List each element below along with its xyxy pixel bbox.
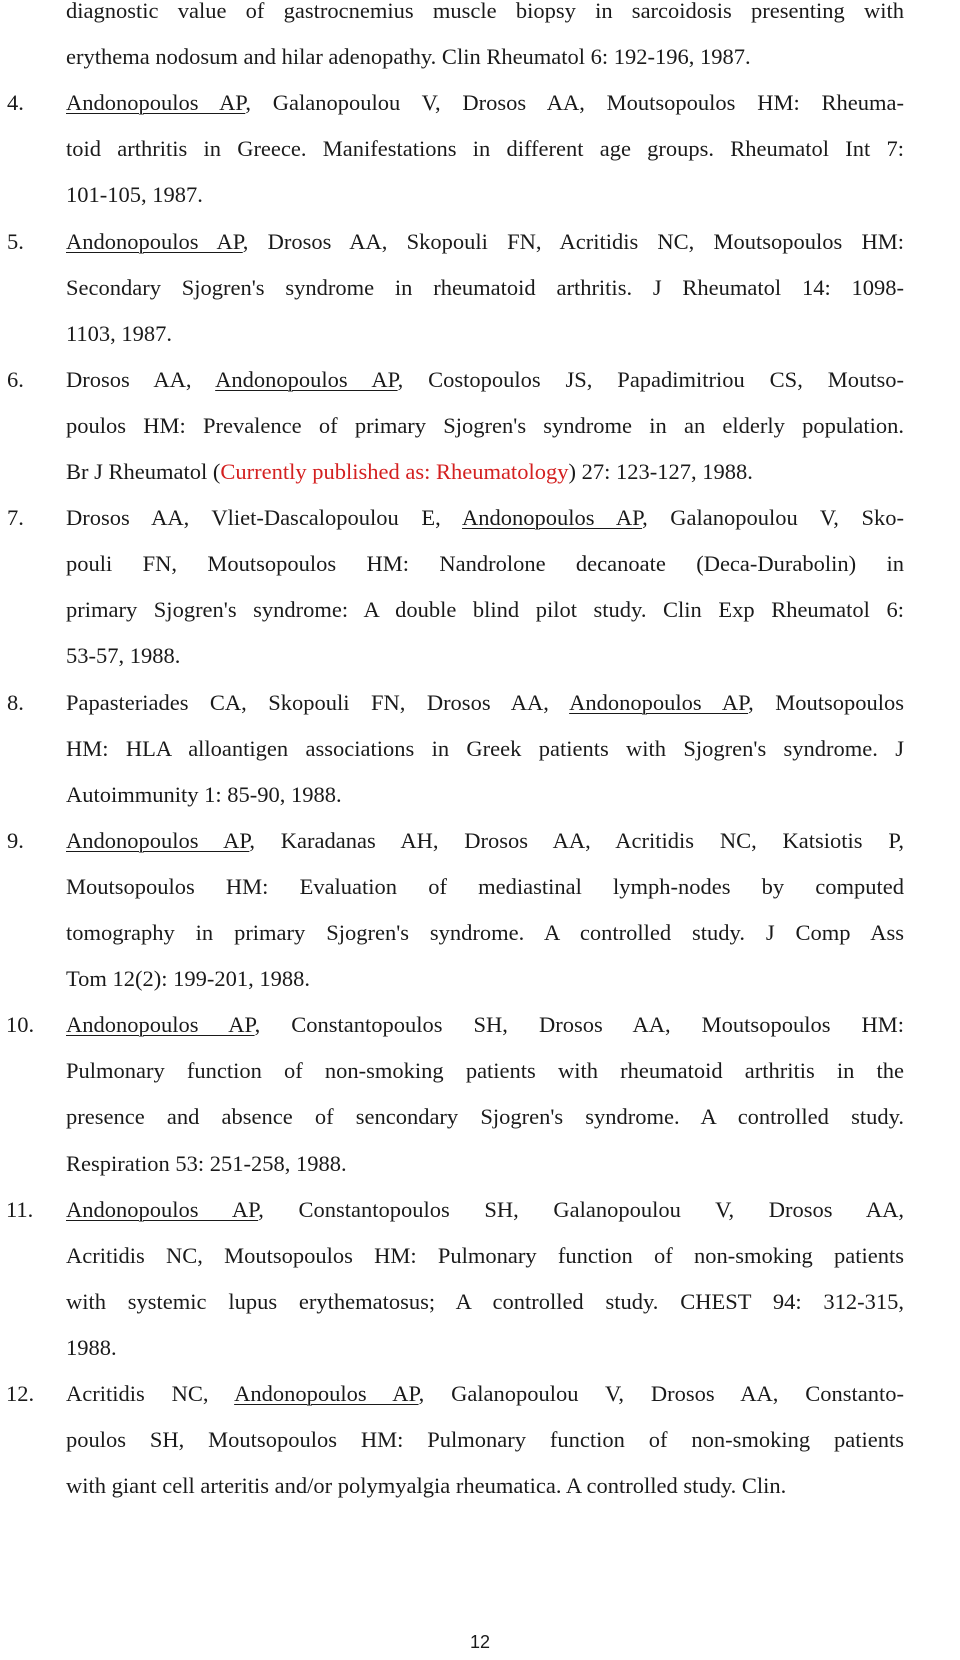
- reference-text: , Constantopoulos SH, Galanopoulou V, Drosos AA,: [258, 1196, 904, 1222]
- reference-text: Pulmonary function of non-smoking patients with rheumatoid arthritis in the: [66, 1058, 904, 1084]
- reference-text: Secondary Sjogren's syndrome in rheumatoid arthritis. J Rheumatol 14: 1098-: [66, 274, 904, 300]
- reference-text: , Constantopoulos SH, Drosos AA, Moutsopoulos HM:: [254, 1012, 904, 1038]
- reference-line: [66, 688, 904, 718]
- journal-note: Currently published as: Rheumatology: [220, 459, 569, 484]
- reference-text: with giant cell arteritis and/or polymyalgia rheumatica. A controlled study. Clin.: [66, 1473, 787, 1499]
- reference-text: Respiration 53: 251-258, 1988.: [66, 1150, 347, 1176]
- reference-line: [66, 826, 904, 856]
- reference-line: [66, 88, 904, 118]
- reference-number: 9.: [7, 827, 24, 853]
- reference-text: Moutsopoulos HM: Evaluation of mediastinal lymph-nodes by computed: [66, 873, 904, 899]
- reference-line: [66, 780, 342, 810]
- reference-line: [66, 1149, 347, 1179]
- reference-text: , Galanopoulou V, Drosos AA, Constanto-: [418, 1381, 904, 1406]
- reference-text: primary Sjogren's syndrome: A double blind pilot study. Clin Exp Rheumatol 6:: [66, 597, 904, 623]
- reference-text: , Galanopoulou V, Drosos AA, Moutsopoulos HM: Rheuma-: [245, 90, 904, 116]
- reference-line: [66, 1195, 904, 1225]
- reference-line: [66, 180, 203, 210]
- reference-text: tomography in primary Sjogren's syndrome. A controlled study. J Comp Ass: [66, 920, 904, 945]
- reference-text: Br J Rheumatol (: [66, 459, 221, 484]
- reference-text: diagnostic value of gastrocnemius muscle biopsy in sarcoidosis presenting with: [66, 0, 904, 23]
- reference-number: 7.: [7, 505, 24, 531]
- reference-text: Papasteriades CA, Skopouli FN, Drosos AA,: [66, 689, 570, 715]
- reference-line: [66, 918, 904, 948]
- reference-text: Acritidis NC,: [66, 1381, 235, 1406]
- reference-line: [66, 1471, 786, 1501]
- reference-line: [66, 1333, 117, 1363]
- reference-line: [66, 1241, 904, 1271]
- reference-line: [66, 1010, 904, 1040]
- reference-line: [66, 0, 904, 26]
- reference-text: 53-57, 1988.: [66, 643, 181, 669]
- reference-text: poulos HM: Prevalence of primary Sjogren's syndrome in an elderly population.: [66, 412, 904, 438]
- reference-number: 6.: [7, 366, 24, 392]
- reference-text: 1103, 1987.: [66, 320, 173, 346]
- reference-text: HM: HLA alloantigen associations in Greek patients with Sjogren's syndrome. J: [66, 735, 904, 761]
- reference-text: presence and absence of sencondary Sjogren's syndrome. A controlled study.: [66, 1104, 904, 1130]
- reference-text: pouli FN, Moutsopoulos HM: Nandrolone decanoate (Deca-Durabolin) in: [66, 551, 904, 577]
- reference-text: , Costopoulos JS, Papadimitriou CS, Moutso-: [397, 366, 904, 392]
- reference-text: 101-105, 1987.: [66, 182, 203, 208]
- reference-line: [66, 457, 753, 487]
- author-name-underlined: Andonopoulos AP: [66, 1196, 259, 1222]
- page-number: 12: [469, 1632, 491, 1652]
- reference-text: ) 27: 123-127, 1988.: [568, 459, 753, 484]
- reference-text: , Moutsopoulos: [748, 689, 904, 715]
- reference-text: Drosos AA,: [66, 366, 216, 392]
- reference-line: [66, 411, 904, 441]
- reference-line: [66, 1102, 904, 1132]
- reference-text: Tom 12(2): 199-201, 1988.: [66, 966, 311, 992]
- reference-text: 1988.: [66, 1334, 117, 1360]
- reference-line: [66, 1287, 904, 1317]
- reference-number: 8.: [7, 689, 24, 715]
- reference-text: poulos SH, Moutsopoulos HM: Pulmonary function of non-smoking patients: [66, 1427, 904, 1453]
- reference-text: , Drosos AA, Skopouli FN, Acritidis NC, Moutsopoulos HM:: [242, 228, 904, 254]
- author-name-underlined: Andonopoulos AP: [234, 1381, 419, 1406]
- reference-number: 4.: [7, 90, 24, 116]
- reference-line: [66, 319, 172, 349]
- reference-line: [66, 273, 904, 303]
- reference-line: [66, 1379, 904, 1409]
- author-name-underlined: Andonopoulos AP: [66, 90, 246, 116]
- reference-line: [66, 1056, 904, 1086]
- reference-text: Acritidis NC, Moutsopoulos HM: Pulmonary function of non-smoking patients: [66, 1242, 904, 1268]
- author-name-underlined: Andonopoulos AP: [66, 1012, 255, 1038]
- reference-line: [66, 872, 904, 902]
- author-name-underlined: Andonopoulos AP: [215, 366, 398, 392]
- reference-text: toid arthritis in Greece. Manifestations in different age groups. Rheumatol Int 7:: [66, 136, 904, 162]
- author-name-underlined: Andonopoulos AP: [66, 827, 250, 853]
- reference-line: [66, 734, 904, 764]
- reference-text: with systemic lupus erythematosus; A controlled study. CHEST 94: 312-315,: [66, 1288, 904, 1314]
- reference-line: [66, 503, 904, 533]
- reference-text: erythema nodosum and hilar adenopathy. Clin Rheumatol 6: 192-196, 1987.: [66, 44, 751, 70]
- reference-line: [66, 1425, 904, 1455]
- reference-line: [66, 227, 904, 257]
- reference-text: , Karadanas AH, Drosos AA, Acritidis NC, Katsiotis P,: [249, 827, 904, 853]
- reference-text: Drosos AA, Vliet-Dascalopoulou E,: [66, 505, 463, 531]
- reference-line: [66, 964, 310, 994]
- reference-number: 10.: [6, 1012, 35, 1038]
- reference-text: Autoimmunity 1: 85-90, 1988.: [66, 781, 342, 807]
- reference-text: , Galanopoulou V, Sko-: [642, 505, 904, 531]
- author-name-underlined: Andonopoulos AP: [462, 505, 643, 531]
- reference-number: 11.: [6, 1196, 34, 1222]
- author-name-underlined: Andonopoulos AP: [569, 689, 749, 715]
- reference-number: 12.: [6, 1381, 35, 1406]
- reference-number: 5.: [7, 228, 24, 254]
- reference-line: [66, 134, 904, 164]
- reference-line: [66, 641, 180, 671]
- reference-line: [66, 595, 904, 625]
- reference-line: [66, 549, 904, 579]
- author-name-underlined: Andonopoulos AP: [66, 228, 243, 254]
- reference-line: [66, 365, 904, 395]
- reference-line: [66, 42, 751, 72]
